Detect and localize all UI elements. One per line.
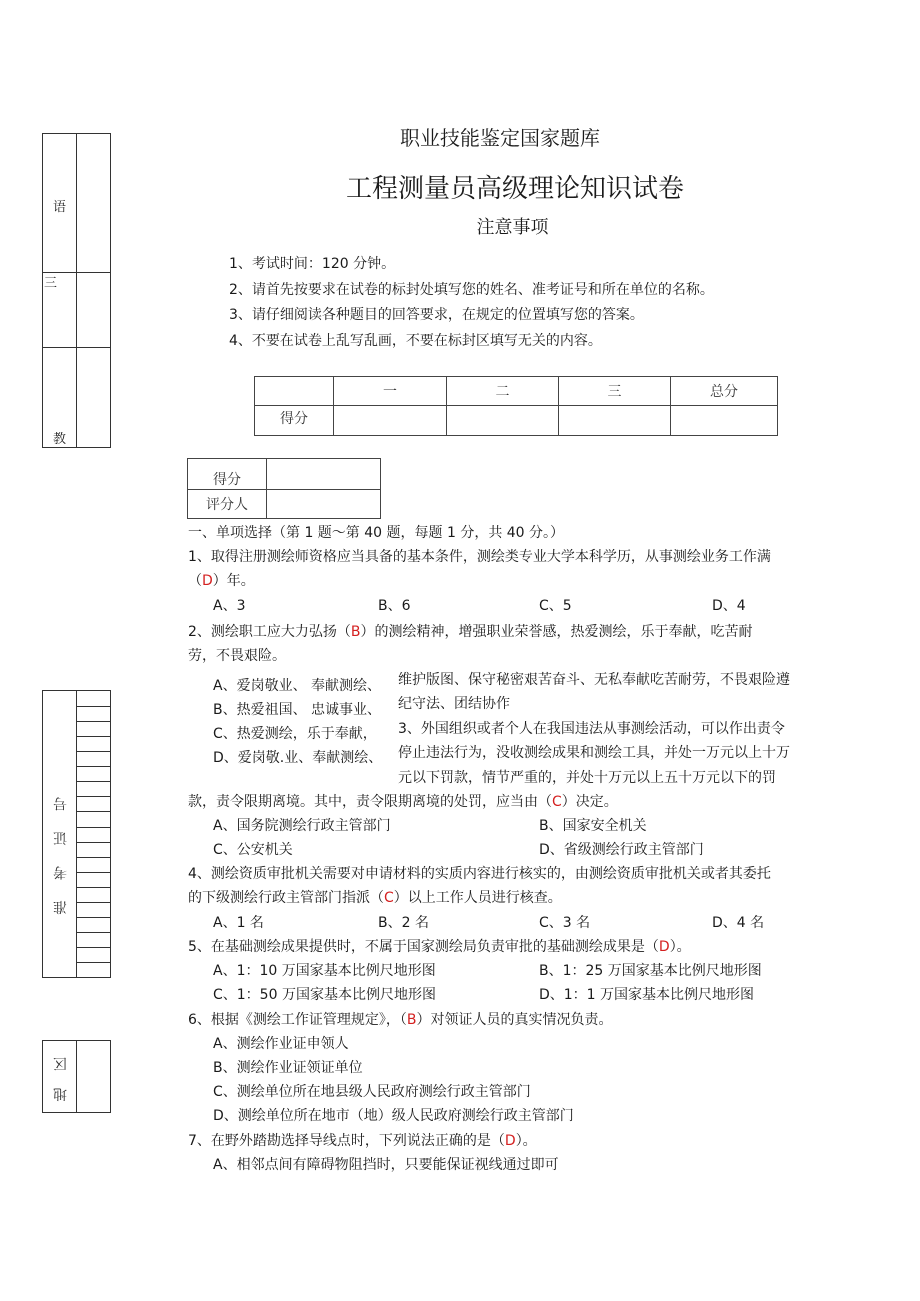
exam-title: 工程测量员高级理论知识试卷 bbox=[345, 174, 684, 204]
exam-id-cell-divider bbox=[77, 827, 110, 828]
q1-answer: D bbox=[202, 573, 213, 589]
exam-id-cell-divider bbox=[77, 736, 110, 737]
notice-4: 4、不要在试卷上乱写乱画，不要在标封区填写无关的内容。 bbox=[229, 333, 602, 349]
q4-answer: C bbox=[384, 890, 394, 906]
exam-id-cell-divider bbox=[77, 857, 110, 858]
q7-stem bbox=[188, 1129, 537, 1153]
exam-id-cell-divider bbox=[77, 947, 110, 948]
q2-option-b: B、热爱祖国、 忠诚事业、 bbox=[213, 702, 382, 718]
exam-id-label: 准 考 证 号 bbox=[53, 789, 69, 915]
q3-stem-line1: 3、外国组织或者个人在我国违法从事测绘活动，可以作出责令 bbox=[398, 721, 785, 737]
q4-option-d: D、4 名 bbox=[712, 915, 765, 931]
score-cell-total[interactable] bbox=[671, 406, 778, 436]
q1-option-d: D、4 bbox=[712, 598, 746, 614]
q6-option-a: A、测绘作业证申领人 bbox=[213, 1036, 349, 1052]
exam-id-cell-divider bbox=[77, 917, 110, 918]
q1-option-b: B、6 bbox=[378, 598, 411, 614]
exam-id-cell-divider bbox=[77, 962, 110, 963]
q2-answer: B bbox=[350, 624, 361, 640]
q4-stem-pre: 的下级测绘行政主管部门指派（ bbox=[188, 890, 384, 906]
q5-option-b: B、1：25 万国家基本比例尺地形图 bbox=[539, 963, 762, 979]
binding-char-1: 语 bbox=[53, 200, 67, 215]
q2-stem-pre: 2、测绘职工应大力弘扬（ bbox=[188, 624, 351, 640]
q1-option-a: A、3 bbox=[213, 598, 246, 614]
title-line1: 职业技能鉴定国家题库 bbox=[400, 126, 600, 150]
score-header-1: 一 bbox=[334, 377, 447, 406]
q6-option-b: B、测绘作业证领证单位 bbox=[213, 1060, 363, 1076]
exam-id-cell-divider bbox=[77, 796, 110, 797]
q7-stem-post: ）。 bbox=[515, 1133, 537, 1149]
q4-stem-line1: 4、测绘资质审批机关需要对申请材料的实质内容进行核实的，由测绘资质审批机关或者其委托 bbox=[188, 866, 771, 882]
score-cell-2[interactable] bbox=[447, 406, 559, 436]
q3-stem-line3: 元以下罚款，情节严重的，并处十万元以上五十万元以下的罚 bbox=[398, 770, 776, 786]
exam-id-cell-divider bbox=[77, 902, 110, 903]
q4-option-a: A、1 名 bbox=[213, 915, 264, 931]
q3-option-b: B、国家安全机关 bbox=[539, 818, 647, 834]
q2-stem bbox=[188, 620, 753, 644]
q1-paren-open: （ bbox=[188, 573, 202, 589]
score-header-total: 总分 bbox=[671, 377, 778, 406]
binding-char-3: 教 bbox=[53, 432, 67, 447]
q7-answer: D bbox=[504, 1133, 516, 1149]
q3-stem-pre: 款，责令限期离境。其中，责令限期离境的处罚，应当由（ bbox=[188, 794, 552, 810]
region-box bbox=[42, 1040, 111, 1113]
q7-stem-pre: 7、在野外踏勘选择导线点时，下列说法正确的是（ bbox=[188, 1133, 505, 1149]
q5-stem-post: ）。 bbox=[669, 939, 691, 955]
q5-option-d: D、1：1 万国家基本比例尺地形图 bbox=[539, 987, 755, 1003]
notice-title: 注意事项 bbox=[476, 217, 549, 238]
q7-option-a: A、相邻点间有障碍物阻挡时，只要能保证视线通过即可 bbox=[213, 1157, 559, 1173]
exam-id-cell-divider bbox=[77, 751, 110, 752]
exam-id-cell-divider bbox=[77, 872, 110, 873]
exam-id-box bbox=[42, 690, 111, 978]
q6-stem-post: ）对领证人员的真实情况负责。 bbox=[416, 1012, 613, 1028]
q2-stem-post: ）的测绘精神，增强职业荣誉感，热爱测绘，乐于奉献，吃苦耐 bbox=[360, 624, 753, 640]
section-heading: 一、单项选择（第 1 题～第 40 题，每题 1 分，共 40 分。） bbox=[188, 525, 565, 541]
q2-option-a: A、爱岗敬业、 奉献测绘、 bbox=[213, 678, 382, 694]
exam-id-cell-divider bbox=[77, 781, 110, 782]
grader-name-label: 评分人 bbox=[188, 490, 267, 519]
exam-id-cell-divider bbox=[77, 706, 110, 707]
score-cell-1[interactable] bbox=[334, 406, 447, 436]
score-table bbox=[254, 376, 778, 436]
q5-option-c: C、1：50 万国家基本比例尺地形图 bbox=[213, 987, 436, 1003]
q2-option-d: D、爱岗敬.业、奉献测绘、 bbox=[213, 750, 383, 766]
score-header-3: 三 bbox=[559, 377, 671, 406]
q3-answer: C bbox=[552, 794, 562, 810]
score-row-label: 得分 bbox=[255, 406, 334, 436]
binding-char-2: 三 bbox=[44, 276, 58, 291]
q1-stem-line2 bbox=[188, 569, 255, 593]
q2-overflow-line2: 纪守法、团结协作 bbox=[398, 696, 510, 712]
q4-option-b: B、2 名 bbox=[378, 915, 429, 931]
q5-answer: D bbox=[658, 939, 670, 955]
q1-option-c: C、5 bbox=[539, 598, 572, 614]
q2-overflow-line1: 维护版图、保守秘密艰苦奋斗、无私奉献吃苦耐劳，不畏艰险遵 bbox=[398, 672, 790, 688]
q2-stem-line2: 劳，不畏艰险。 bbox=[188, 648, 286, 664]
region-label: 地 区 bbox=[53, 1051, 69, 1102]
score-header-blank bbox=[255, 377, 334, 406]
notice-3: 3、请仔细阅读各种题目的回答要求，在规定的位置填写您的答案。 bbox=[229, 307, 644, 323]
q3-option-d: D、省级测绘行政主管部门 bbox=[539, 842, 704, 858]
q6-stem bbox=[188, 1008, 613, 1032]
binding-divider bbox=[43, 347, 110, 348]
q5-option-a: A、1：10 万国家基本比例尺地形图 bbox=[213, 963, 436, 979]
grader-score-label: 得分 bbox=[188, 459, 267, 490]
grader-score-cell[interactable] bbox=[267, 459, 381, 490]
grader-table bbox=[187, 458, 381, 519]
q2-option-c: C、热爱测绘，乐于奉献， bbox=[213, 726, 377, 742]
grader-name-cell[interactable] bbox=[267, 490, 381, 519]
q3-option-c: C、公安机关 bbox=[213, 842, 293, 858]
q6-option-c: C、测绘单位所在地县级人民政府测绘行政主管部门 bbox=[213, 1084, 531, 1100]
exam-id-cell-divider bbox=[77, 811, 110, 812]
q1-paren-close: ）年。 bbox=[212, 573, 255, 589]
q6-answer: B bbox=[406, 1012, 417, 1028]
q3-stem-post: ）决定。 bbox=[561, 794, 618, 810]
notice-1: 1、考试时间：120 分钟。 bbox=[229, 256, 396, 272]
region-input[interactable] bbox=[78, 1041, 110, 1112]
q4-stem-line2 bbox=[188, 886, 562, 910]
q3-stem-line2: 停止违法行为，没收测绘成果和测绘工具，并处一万元以上十万 bbox=[398, 745, 790, 761]
score-header-2: 二 bbox=[447, 377, 559, 406]
exam-id-cell-divider bbox=[77, 766, 110, 767]
q5-stem-pre: 5、在基础测绘成果提供时，不属于国家测绘局负责审批的基础测绘成果是（ bbox=[188, 939, 659, 955]
exam-id-cell-divider bbox=[77, 721, 110, 722]
q6-option-d: D、测绘单位所在地市（地）级人民政府测绘行政主管部门 bbox=[213, 1108, 574, 1124]
exam-id-cell-divider bbox=[77, 887, 110, 888]
exam-id-cells[interactable] bbox=[77, 691, 110, 977]
q1-stem: 1、取得注册测绘师资格应当具备的基本条件，测绘类专业大学本科学历，从事测绘业务工作满 bbox=[188, 549, 771, 565]
exam-id-cell-divider bbox=[77, 842, 110, 843]
exam-id-cell-divider bbox=[77, 932, 110, 933]
q4-stem-post: ）以上工作人员进行核查。 bbox=[393, 890, 562, 906]
notice-2: 2、请首先按要求在试卷的标封处填写您的姓名、准考证号和所在单位的名称。 bbox=[229, 282, 714, 298]
q4-option-c: C、3 名 bbox=[539, 915, 591, 931]
q3-option-a: A、国务院测绘行政主管部门 bbox=[213, 818, 391, 834]
q6-stem-pre: 6、根据《测绘工作证管理规定》，（ bbox=[188, 1012, 407, 1028]
score-cell-3[interactable] bbox=[559, 406, 671, 436]
q3-stem-line4 bbox=[188, 790, 618, 814]
q5-stem bbox=[188, 935, 691, 959]
